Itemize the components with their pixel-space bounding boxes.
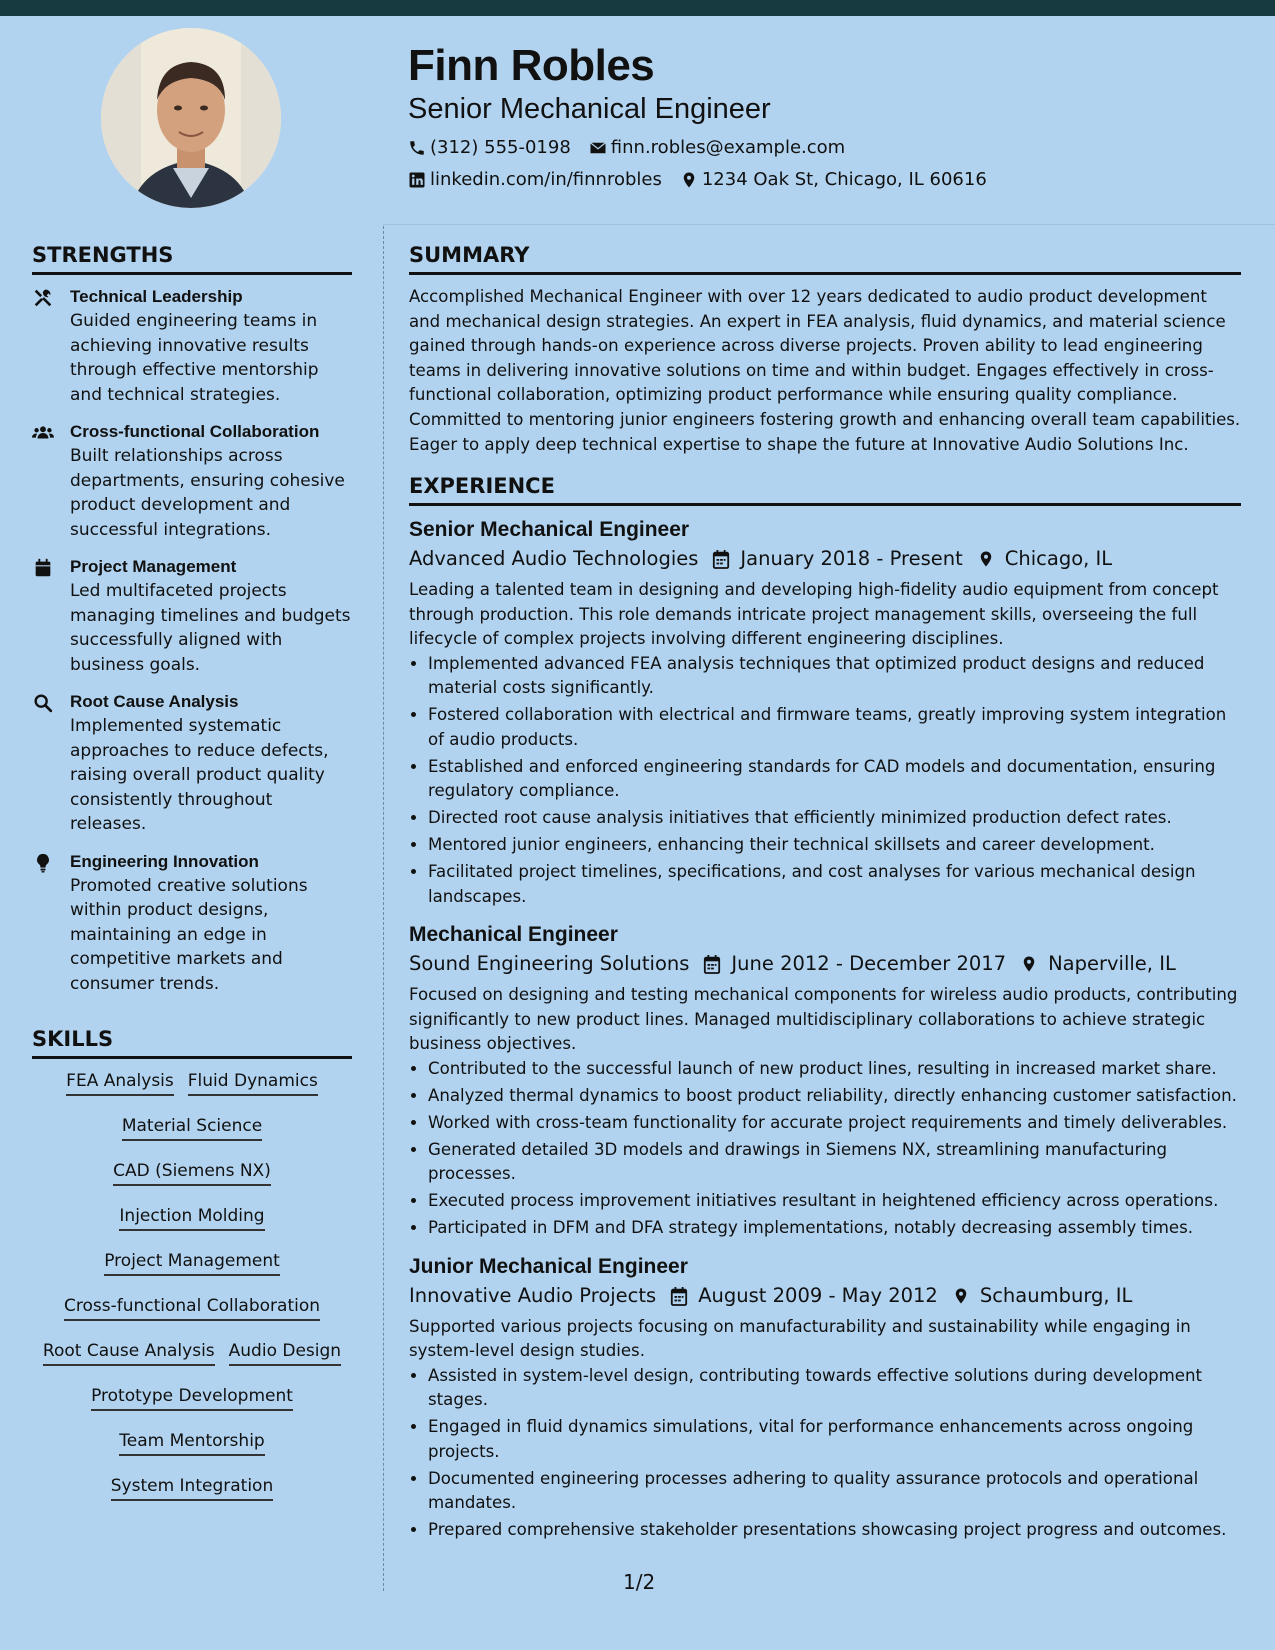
strength-item — [32, 690, 352, 837]
job-title: Senior Mechanical Engineer — [409, 518, 690, 542]
address-text: 1234 Oak St, Chicago, IL 60616 — [701, 169, 987, 190]
skills-heading: SKILLS — [32, 1024, 352, 1059]
skill-tag: Fluid Dynamics — [188, 1069, 318, 1096]
job-bullet: • Contributed to the successful launch of new product lines, resulting in increased market share. — [428, 1057, 1241, 1082]
job-location: Naperville, IL — [1048, 952, 1176, 976]
skill-tag: Team Mentorship — [119, 1429, 264, 1456]
contact-row-2 — [408, 164, 1248, 196]
job-description: Supported various projects focusing on manufacturability and sustainability while engaging in system-level design studies. — [409, 1316, 1191, 1361]
job-description: Focused on designing and testing mechanical components for wireless audio products, contributing significantly to new product lines. Managed multidisciplinary collaborations to achieve strategic business objectives. — [409, 985, 1238, 1054]
header-divider — [383, 224, 1275, 225]
linkedin-contact[interactable] — [408, 164, 662, 196]
job-company: Advanced Audio Technologies — [409, 547, 699, 571]
skill-tag: Cross-functional Collaboration — [64, 1294, 320, 1321]
skill-tag: Root Cause Analysis — [43, 1339, 215, 1366]
summary-heading: SUMMARY — [409, 240, 1241, 275]
map-pin-icon — [680, 171, 698, 189]
job-bullet: • Prepared comprehensive stakeholder presentations showcasing project progress and outcomes. — [428, 1518, 1241, 1543]
job-bullet: • Generated detailed 3D models and drawings in Siemens NX, streamlining manufacturing processes. — [428, 1138, 1241, 1187]
job-title: Junior Mechanical Engineer — [409, 1254, 688, 1278]
job-entry — [409, 921, 1241, 1241]
strength-item — [32, 850, 352, 997]
calendar-icon — [670, 1286, 688, 1306]
job-dates: January 2018 - Present — [740, 547, 963, 571]
skill-tag: Prototype Development — [91, 1384, 293, 1411]
email-text[interactable]: finn.robles@example.com — [610, 137, 846, 158]
strength-desc: Promoted creative solutions within product designs, maintaining an edge in competitive markets and consumer trends. — [70, 875, 308, 994]
job-entry — [409, 516, 1241, 909]
resume-header — [408, 40, 1248, 196]
job-title: Mechanical Engineer — [409, 923, 618, 947]
skill-tag: Material Science — [122, 1114, 262, 1141]
address-contact — [680, 164, 987, 196]
strength-name: Technical Leadership — [70, 287, 243, 306]
strength-name: Cross-functional Collaboration — [70, 422, 320, 441]
job-bullets — [409, 652, 1241, 910]
job-bullets — [409, 1364, 1241, 1543]
lightbulb-icon — [32, 852, 54, 874]
right-column — [409, 240, 1241, 1555]
contact-row-1 — [408, 132, 1248, 164]
map-pin-icon — [1020, 954, 1038, 974]
linkedin-text[interactable]: linkedin.com/in/finnrobles — [430, 169, 662, 190]
left-column — [32, 240, 352, 1519]
job-bullet: • Assisted in system-level design, contributing towards effective solutions during development stages. — [428, 1364, 1241, 1413]
search-icon — [32, 692, 54, 714]
linkedin-icon — [408, 171, 426, 189]
tools-icon — [32, 287, 54, 309]
job-location: Chicago, IL — [1004, 547, 1113, 571]
job-bullet: • Fostered collaboration with electrical and firmware teams, greatly improving system integration of audio products. — [428, 703, 1241, 752]
calendar-icon — [703, 954, 721, 974]
job-description: Leading a talented team in designing and developing high-fidelity audio equipment from concept through production. This role demands intricate project management skills, overseeing the full lifecycle of complex projects involving different engineering disciplines. — [409, 580, 1219, 649]
job-meta — [409, 544, 1241, 574]
job-bullet: • Established and enforced engineering standards for CAD models and documentation, ensuring regulatory compliance. — [428, 755, 1241, 804]
job-meta — [409, 949, 1241, 979]
phone-text: (312) 555-0198 — [430, 137, 571, 158]
job-location: Schaumburg, IL — [979, 1283, 1133, 1307]
job-entry — [409, 1253, 1241, 1543]
phone-contact — [408, 132, 571, 164]
top-bar — [0, 0, 1275, 16]
strength-name: Engineering Innovation — [70, 851, 259, 871]
summary-text: Accomplished Mechanical Engineer with over 12 years dedicated to audio product development and mechanical design strategies. An expert in FEA analysis, fluid dynamics, and material science gained through hands-on experience across diverse projects. Proven ability to lead engineering teams in delivering innovative solutions on time and within budget. Engages effectively in cross-functional collaboration, optimizing product performance while ensuring quality compliance. Committed to mentoring junior engineers fostering growth and enhancing overall team capabilities. Eager to apply deep technical expertise to shape the future at Innovative Audio Solutions Inc. — [409, 287, 1241, 454]
users-icon — [32, 422, 54, 444]
email-contact[interactable] — [589, 132, 845, 164]
skill-tag: Injection Molding — [119, 1204, 264, 1231]
envelope-icon — [589, 139, 607, 157]
strength-item — [32, 420, 352, 542]
job-bullet: • Implemented advanced FEA analysis techniques that optimized product designs and reduced material costs significantly. — [428, 652, 1241, 701]
phone-icon — [408, 139, 426, 157]
strength-desc: Led multifaceted projects managing timelines and budgets successfully aligned with business goals. — [70, 581, 351, 675]
skill-tag: Audio Design — [229, 1339, 341, 1366]
job-bullet: • Facilitated project timelines, specifications, and cost analyses for various mechanical design landscapes. — [428, 860, 1241, 909]
strength-item — [32, 555, 352, 677]
profile-photo — [101, 28, 281, 208]
candidate-title: Senior Mechanical Engineer — [408, 93, 771, 125]
job-bullet: • Worked with cross-team functionality for accurate project requirements and timely deliverables. — [428, 1111, 1241, 1136]
job-dates: August 2009 - May 2012 — [698, 1283, 938, 1307]
job-meta — [409, 1281, 1241, 1311]
calendar-icon — [32, 557, 54, 579]
strengths-heading: STRENGTHS — [32, 240, 352, 275]
job-bullets — [409, 1057, 1241, 1241]
skill-tag: System Integration — [111, 1474, 273, 1501]
job-company: Innovative Audio Projects — [409, 1283, 657, 1307]
calendar-icon — [712, 549, 730, 569]
column-divider — [383, 226, 384, 1591]
job-dates: June 2012 - December 2017 — [731, 952, 1007, 976]
candidate-name: Finn Robles — [408, 41, 655, 90]
job-company: Sound Engineering Solutions — [409, 952, 690, 976]
experience-heading: EXPERIENCE — [409, 471, 1241, 506]
strength-desc: Implemented systematic approaches to reduce defects, raising overall product quality consistently throughout releases. — [70, 716, 329, 834]
skill-tag: CAD (Siemens NX) — [113, 1159, 271, 1186]
job-bullet: • Executed process improvement initiatives resultant in heightened efficiency across operations. — [428, 1189, 1241, 1214]
map-pin-icon — [952, 1286, 970, 1306]
job-bullet: • Directed root cause analysis initiatives that efficiently minimized production defect rates. — [428, 806, 1241, 831]
job-bullet: • Engaged in fluid dynamics simulations, vital for performance enhancements across ongoing projects. — [428, 1415, 1241, 1464]
strength-desc: Guided engineering teams in achieving innovative results through effective mentorship and technical strategies. — [70, 311, 319, 405]
strength-name: Root Cause Analysis — [70, 692, 239, 711]
strength-item — [32, 285, 352, 407]
skills-list — [32, 1069, 352, 1501]
strength-desc: Built relationships across departments, ensuring cohesive product development and successful integrations. — [70, 446, 345, 540]
strength-name: Project Management — [70, 557, 237, 576]
skill-tag: Project Management — [104, 1249, 280, 1276]
page-number: 1/2 — [623, 1570, 656, 1594]
job-bullet: • Documented engineering processes adhering to quality assurance protocols and operational mandates. — [428, 1467, 1241, 1516]
job-bullet: • Analyzed thermal dynamics to boost product reliability, directly enhancing customer satisfaction. — [428, 1084, 1241, 1109]
map-pin-icon — [977, 549, 995, 569]
job-bullet: • Mentored junior engineers, enhancing their technical skillsets and career development. — [428, 833, 1241, 858]
job-bullet: • Participated in DFM and DFA strategy implementations, notably decreasing assembly times. — [428, 1216, 1241, 1241]
skill-tag: FEA Analysis — [66, 1069, 174, 1096]
